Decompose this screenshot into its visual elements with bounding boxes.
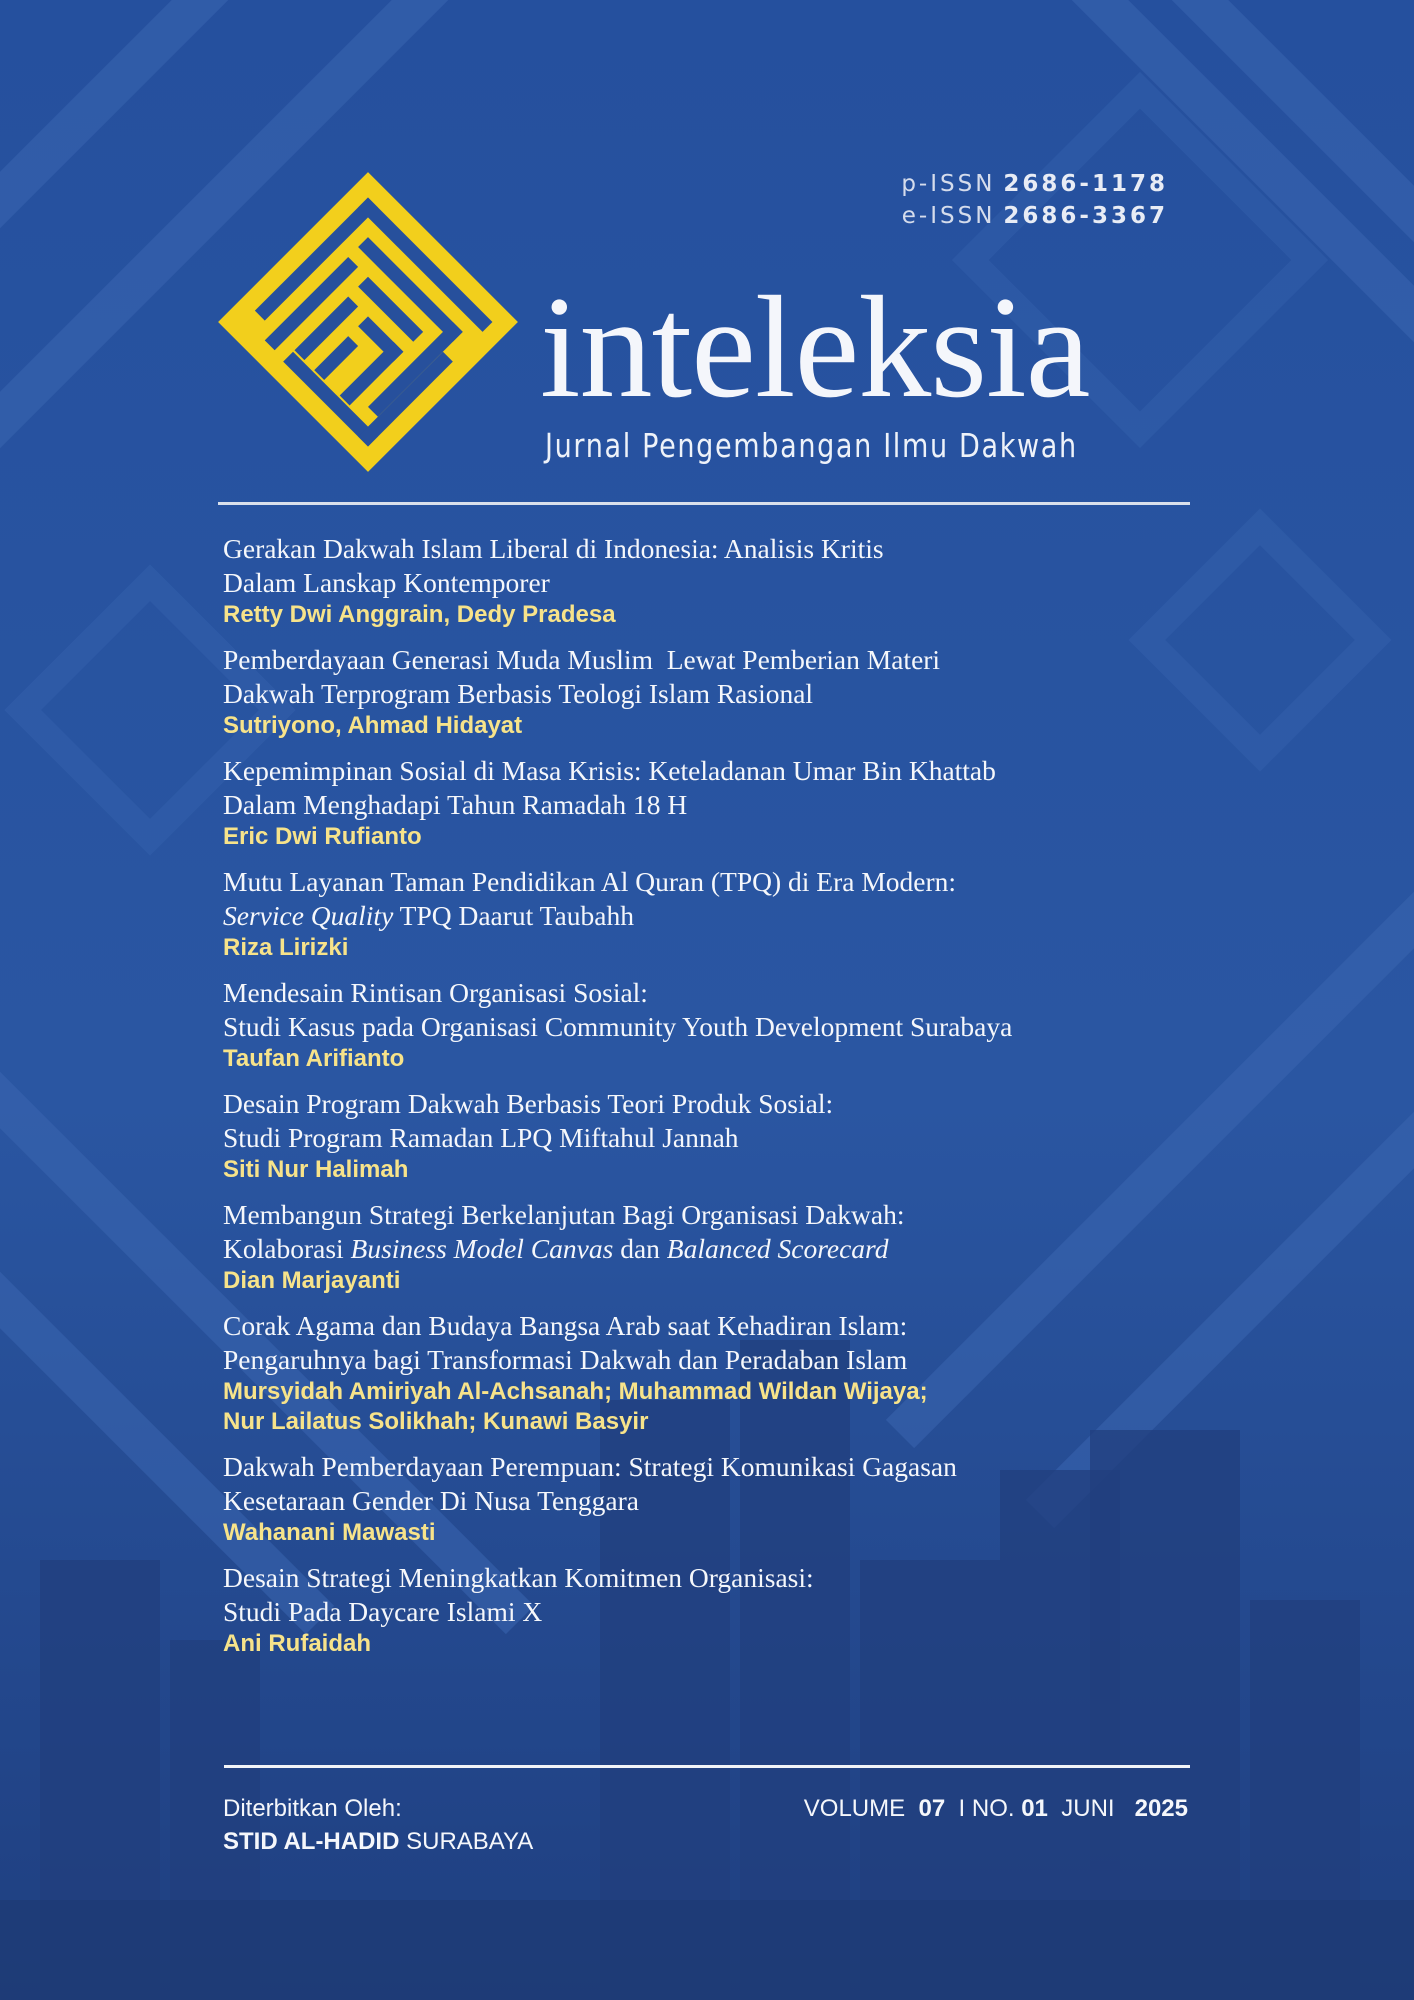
article-item <box>223 1309 1223 1437</box>
article-title-line: Pemberdayaan Generasi Muda Muslim Lewat Pemberian Materi <box>223 644 941 675</box>
volume-number: 07 <box>918 1795 946 1822</box>
article-authors: Riza Lirizki <box>223 934 349 961</box>
article-authors: Eric Dwi Rufianto <box>223 823 422 850</box>
title-text: TPQ Daarut Taubahh <box>393 900 634 931</box>
article-authors: Nur Lailatus Solikhah; Kunawi Basyir <box>223 1408 649 1435</box>
volume-label: VOLUME <box>803 1795 906 1822</box>
article-authors: Dian Marjayanti <box>223 1267 401 1294</box>
table-of-contents <box>223 532 1223 1672</box>
issue-number: 01 <box>1021 1795 1048 1822</box>
bottom-divider <box>224 1765 1190 1768</box>
journal-subtitle: Jurnal Pengembangan Ilmu Dakwah <box>545 426 1078 465</box>
article-title-line: Desain Strategi Meningkatkan Komitmen Organisasi: <box>223 1562 814 1593</box>
italic-term: Balanced Scorecard <box>666 1233 889 1264</box>
issue-month: JUNI <box>1061 1795 1115 1822</box>
article-title-line: Desain Program Dakwah Berbasis Teori Produk Sosial: <box>223 1088 834 1119</box>
article-item <box>223 865 1223 963</box>
italic-term: Business Model Canvas <box>350 1233 614 1264</box>
article-title-line <box>223 899 1223 933</box>
edition-separator: I <box>958 1795 966 1822</box>
issue-year: 2025 <box>1134 1795 1188 1822</box>
article-item <box>223 754 1223 852</box>
article-title-line: Mutu Layanan Taman Pendidikan Al Quran (TPQ) di Era Modern: <box>223 866 957 897</box>
article-authors: Ani Rufaidah <box>223 1630 371 1657</box>
italic-term: Service Quality <box>223 900 394 931</box>
article-authors: Taufan Arifianto <box>223 1045 405 1072</box>
title-text: dan <box>613 1233 667 1264</box>
article-title-line: Dalam Menghadapi Tahun Ramadah 18 H <box>223 789 688 820</box>
article-title-line: Studi Pada Daycare Islami X <box>223 1596 543 1627</box>
top-divider <box>218 502 1190 505</box>
article-title-line: Dakwah Pemberdayaan Perempuan: Strategi Komunikasi Gagasan <box>223 1451 957 1482</box>
article-authors: Mursyidah Amiriyah Al-Achsanah; Muhammad Wildan Wijaya; <box>223 1378 928 1405</box>
article-title-line: Pengaruhnya bagi Transformasi Dakwah dan Peradaban Islam <box>223 1344 908 1375</box>
article-authors: Sutriyono, Ahmad Hidayat <box>223 712 523 739</box>
article-title-line: Corak Agama dan Budaya Bangsa Arab saat Kehadiran Islam: <box>223 1310 908 1341</box>
article-title-line: Mendesain Rintisan Organisasi Sosial: <box>223 977 648 1008</box>
edition-info <box>804 1792 1188 1825</box>
article-item <box>223 1561 1223 1659</box>
journal-logo <box>216 170 520 474</box>
p-issn: p-ISSN 2686-1178 <box>901 171 1168 197</box>
article-authors: Retty Dwi Anggrain, Dedy Pradesa <box>223 601 616 628</box>
article-item <box>223 1450 1223 1548</box>
article-title-line: Kepemimpinan Sosial di Masa Krisis: Keteladanan Umar Bin Khattab <box>223 755 996 786</box>
article-title-line: Dakwah Terprogram Berbasis Teologi Islam Rasional <box>223 678 814 709</box>
article-item <box>223 976 1223 1074</box>
journal-title: inteleksia <box>540 266 1090 428</box>
publisher-block <box>223 1792 533 1858</box>
article-title-line: Studi Kasus pada Organisasi Community Youth Development Surabaya <box>223 1011 1013 1042</box>
title-text: Kolaborasi <box>223 1233 351 1264</box>
article-title-line: Membangun Strategi Berkelanjutan Bagi Organisasi Dakwah: <box>223 1199 905 1230</box>
article-item <box>223 643 1223 741</box>
number-label: NO. <box>971 1795 1015 1822</box>
article-item <box>223 1198 1223 1296</box>
e-issn: e-ISSN 2686-3367 <box>901 203 1168 229</box>
article-authors: Wahanani Mawasti <box>223 1519 436 1546</box>
publisher-label: Diterbitkan Oleh: <box>223 1795 402 1822</box>
article-title-line: Studi Program Ramadan LPQ Miftahul Jannah <box>223 1122 739 1153</box>
article-item <box>223 532 1223 630</box>
article-title-line: Gerakan Dakwah Islam Liberal di Indonesia: Analisis Kritis <box>223 533 884 564</box>
article-item <box>223 1087 1223 1185</box>
publisher-name: STID AL-HADID SURABAYA <box>223 1828 534 1855</box>
issn-block <box>901 168 1168 232</box>
article-authors: Siti Nur Halimah <box>223 1156 409 1183</box>
article-title-line: Kesetaraan Gender Di Nusa Tenggara <box>223 1485 639 1516</box>
article-title-line: Dalam Lanskap Kontemporer <box>223 567 550 598</box>
article-title-line <box>223 1232 1223 1266</box>
